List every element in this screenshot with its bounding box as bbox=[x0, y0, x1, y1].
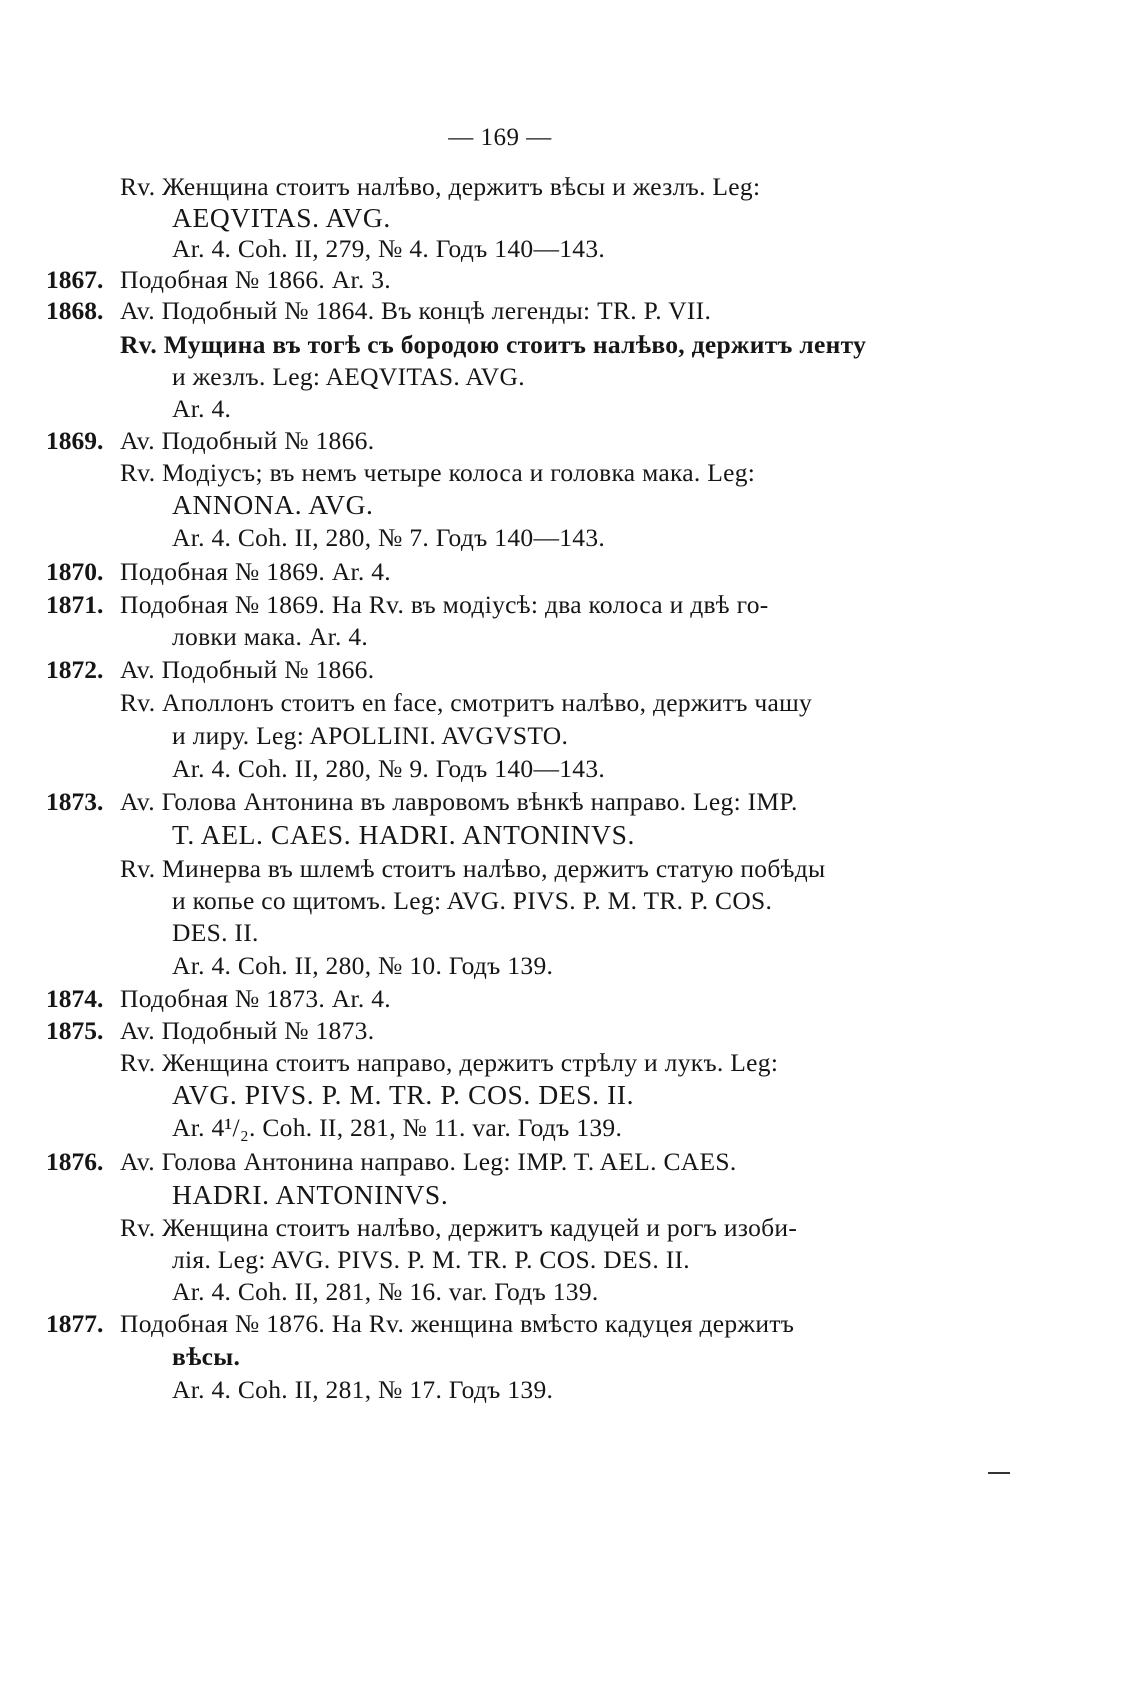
entry-number: 1871. bbox=[46, 590, 104, 619]
entry-number: 1875. bbox=[46, 1016, 104, 1045]
text-line: Ar. 4. Coh. II, 281, № 16. var. Годъ 139. bbox=[172, 1277, 599, 1306]
text-line: Подобная № 1873. Ar. 4. bbox=[120, 984, 391, 1013]
entry-number: 1872. bbox=[46, 655, 104, 684]
text-line: Av. Подобный № 1866. bbox=[120, 426, 375, 455]
entry-number: 1867. bbox=[46, 265, 104, 294]
text-line: Ar. 4. Coh. II, 279, № 4. Годъ 140—143. bbox=[172, 234, 606, 263]
text-line: AVG. PIVS. P. M. TR. P. COS. DES. II. bbox=[172, 1079, 635, 1110]
text-line: Rv. Аполлонъ стоитъ en face, смотритъ налѣво, держитъ чашу bbox=[120, 688, 813, 717]
text-line: Ar. 4. bbox=[172, 394, 232, 423]
text-line: Rv. Модіусъ; въ немъ четыре колоса и головка мака. Leg: bbox=[120, 458, 756, 487]
entry-number: 1870. bbox=[46, 557, 104, 586]
text-line: Подобная № 1869. На Rv. въ модіусѣ: два колоса и двѣ го- bbox=[120, 590, 769, 619]
text-line: ловки мака. Ar. 4. bbox=[172, 622, 369, 651]
text-line: Rv. Женщина стоитъ налѣво, держитъ вѣсы и жезлъ. Leg: bbox=[120, 172, 761, 201]
text-line: Ar. 4¹/₂. Coh. II, 281, № 11. var. Годъ 139. bbox=[172, 1113, 623, 1142]
margin-dash bbox=[988, 1472, 1010, 1474]
text-line: ANNONA. AVG. bbox=[172, 489, 374, 520]
text-line: Rv. Мущина въ тогѣ съ бородою стоитъ налѣво, держитъ ленту bbox=[120, 330, 867, 359]
entry-number: 1869. bbox=[46, 426, 104, 455]
text-line: Av. Подобный № 1864. Въ концѣ легенды: TR. P. VII. bbox=[120, 296, 712, 325]
entry-number: 1876. bbox=[46, 1147, 104, 1176]
text-line: лія. Leg: AVG. PIVS. P. M. TR. P. COS. DES. II. bbox=[172, 1245, 690, 1274]
text-line: Ar. 4. Coh. II, 280, № 10. Годъ 139. bbox=[172, 951, 554, 980]
text-line: Av. Подобный № 1866. bbox=[120, 655, 375, 684]
entry-number: 1868. bbox=[46, 296, 104, 325]
text-line: Rv. Женщина стоитъ налѣво, держитъ кадуцей и рогъ изоби- bbox=[120, 1213, 798, 1242]
text-line: AEQVITAS. AVG. bbox=[172, 202, 391, 233]
text-line: Ar. 4. Coh. II, 281, № 17. Годъ 139. bbox=[172, 1375, 554, 1404]
text-line: Rv. Минерва въ шлемѣ стоитъ налѣво, держитъ статую побѣды bbox=[120, 854, 826, 883]
text-line: Подобная № 1869. Ar. 4. bbox=[120, 557, 391, 586]
text-line: HADRI. ANTONINVS. bbox=[172, 1179, 449, 1210]
entry-number: 1874. bbox=[46, 984, 104, 1013]
text-line: Av. Голова Антонина въ лавровомъ вѣнкѣ направо. Leg: IMP. bbox=[120, 787, 798, 816]
text-line: Av. Подобный № 1873. bbox=[120, 1016, 375, 1045]
text-line: DES. II. bbox=[172, 918, 259, 947]
text-line: Подобная № 1866. Ar. 3. bbox=[120, 265, 391, 294]
text-line: Подобная № 1876. На Rv. женщина вмѣсто кадуцея держитъ bbox=[120, 1309, 795, 1338]
entry-number: 1877. bbox=[46, 1309, 104, 1338]
text-line: и жезлъ. Leg: AEQVITAS. AVG. bbox=[172, 362, 525, 391]
text-line: вѣсы. bbox=[172, 1342, 241, 1371]
text-line: Rv. Женщина стоитъ направо, держитъ стрѣлу и лукъ. Leg: bbox=[120, 1048, 779, 1077]
text-line: Av. Голова Антонина направо. Leg: IMP. T. AEL. CAES. bbox=[120, 1147, 737, 1176]
text-line: Ar. 4. Coh. II, 280, № 9. Годъ 140—143. bbox=[172, 754, 606, 783]
entry-number: 1873. bbox=[46, 787, 104, 816]
text-line: T. AEL. CAES. HADRI. ANTONINVS. bbox=[172, 819, 635, 850]
text-line: и копье со щитомъ. Leg: AVG. PIVS. P. M. TR. P. COS. bbox=[172, 886, 773, 915]
page-number: — 169 — bbox=[448, 124, 552, 151]
text-line: Ar. 4. Coh. II, 280, № 7. Годъ 140—143. bbox=[172, 523, 606, 552]
text-line: и лиру. Leg: APOLLINI. AVGVSTO. bbox=[172, 721, 569, 750]
